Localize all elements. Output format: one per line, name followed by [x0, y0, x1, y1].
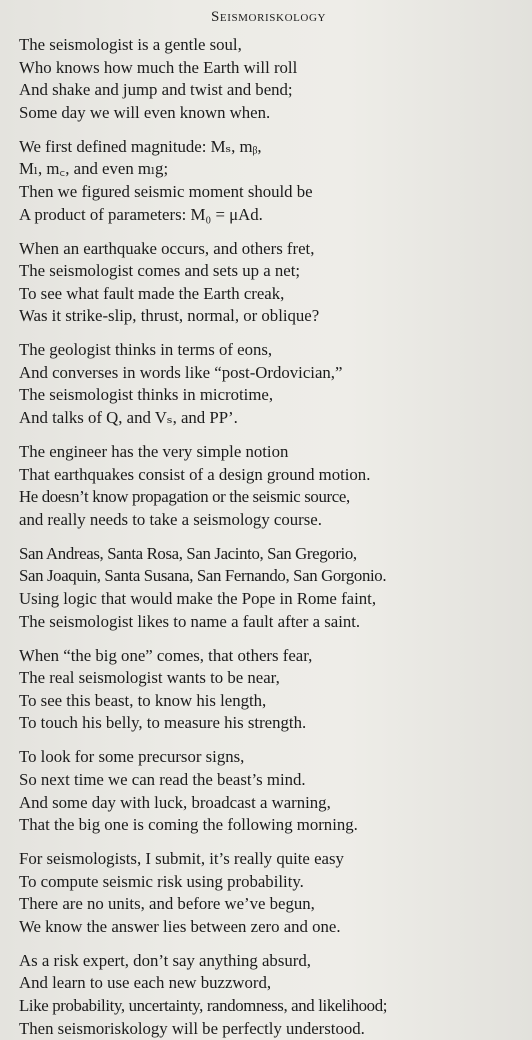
- stanza-9: [19, 848, 518, 938]
- poem-line: Was it strike-slip, thrust, normal, or oblique?: [19, 306, 320, 326]
- poem-line: We know the answer lies between zero and one.: [19, 916, 341, 936]
- stanza-8: [19, 746, 518, 836]
- poem-line: That earthquakes consist of a design ground motion.: [19, 464, 371, 484]
- poem-line: When an earthquake occurs, and others fret,: [19, 238, 315, 258]
- poem-line: A product of parameters: M₀ = μAd.: [19, 204, 263, 224]
- poem-line: And some day with luck, broadcast a warning,: [19, 792, 331, 812]
- poem-line: To touch his belly, to measure his strength.: [19, 713, 307, 733]
- poem-title: Seismoriskology: [210, 9, 327, 25]
- poem-line: When “the big one” comes, that others fear,: [19, 645, 313, 665]
- poem-line: The geologist thinks in terms of eons,: [19, 340, 273, 360]
- poem-line: Then we figured seismic moment should be: [19, 181, 313, 201]
- poem-line: We first defined magnitude: Mₛ, mᵦ,: [19, 136, 262, 156]
- poem-line: Then seismoriskology will be perfectly understood.: [19, 1018, 365, 1038]
- poem-line: The seismologist comes and sets up a net;: [19, 261, 301, 281]
- poem-line: Some day we will even known when.: [19, 102, 271, 122]
- poem-line: The engineer has the very simple notion: [19, 442, 289, 462]
- stanza-10: [19, 950, 518, 1040]
- poem-line: The seismologist thinks in microtime,: [19, 385, 274, 405]
- poem-line: The seismologist likes to name a fault after a saint.: [19, 611, 361, 631]
- poem-line: To compute seismic risk using probability.: [19, 871, 304, 891]
- poem-line: San Andreas, Santa Rosa, San Jacinto, San Gregorio,: [19, 543, 357, 563]
- poem-line: And converses in words like “post-Ordovician,”: [19, 362, 343, 382]
- poem-line: For seismologists, I submit, it’s really quite easy: [19, 849, 344, 869]
- poem-line: And shake and jump and twist and bend;: [19, 80, 293, 100]
- poem-line: So next time we can read the beast’s mind.: [19, 769, 306, 789]
- stanza-4: [19, 339, 518, 429]
- poem-line: The seismologist is a gentle soul,: [19, 35, 242, 54]
- poem-line: San Joaquin, Santa Susana, San Fernando, San Gorgonio.: [19, 566, 387, 586]
- poem-line: Like probability, uncertainty, randomness, and likelihood;: [19, 996, 388, 1016]
- poem-line: The real seismologist wants to be near,: [19, 668, 280, 688]
- poem-line: To look for some precursor signs,: [19, 747, 245, 767]
- stanza-3: [19, 238, 518, 328]
- stanza-7: [19, 645, 518, 735]
- poem-line: He doesn’t know propagation or the seismic source,: [19, 487, 350, 507]
- poem-line: As a risk expert, don’t say anything absurd,: [19, 950, 311, 970]
- poem-line: There are no units, and before we’ve begun,: [19, 894, 315, 914]
- poem-line: Using logic that would make the Pope in Rome faint,: [19, 589, 377, 609]
- stanza-6: [19, 543, 518, 633]
- stanza-2: [19, 136, 518, 226]
- poem-line: And learn to use each new buzzword,: [19, 973, 272, 993]
- poem-line: Who knows how much the Earth will roll: [19, 57, 298, 77]
- stanza-1: [19, 34, 518, 124]
- poem-line: and really needs to take a seismology course.: [19, 509, 322, 529]
- stanza-5: [19, 441, 518, 531]
- poem-line: That the big one is coming the following morning.: [19, 815, 358, 835]
- poem-line: Mₗ, m꜀, and even mₗg;: [19, 159, 169, 179]
- poem-line: And talks of Q, and Vₛ, and PP’.: [19, 408, 238, 428]
- poem-line: To see what fault made the Earth creak,: [19, 283, 285, 303]
- poem-line: To see this beast, to know his length,: [19, 690, 267, 710]
